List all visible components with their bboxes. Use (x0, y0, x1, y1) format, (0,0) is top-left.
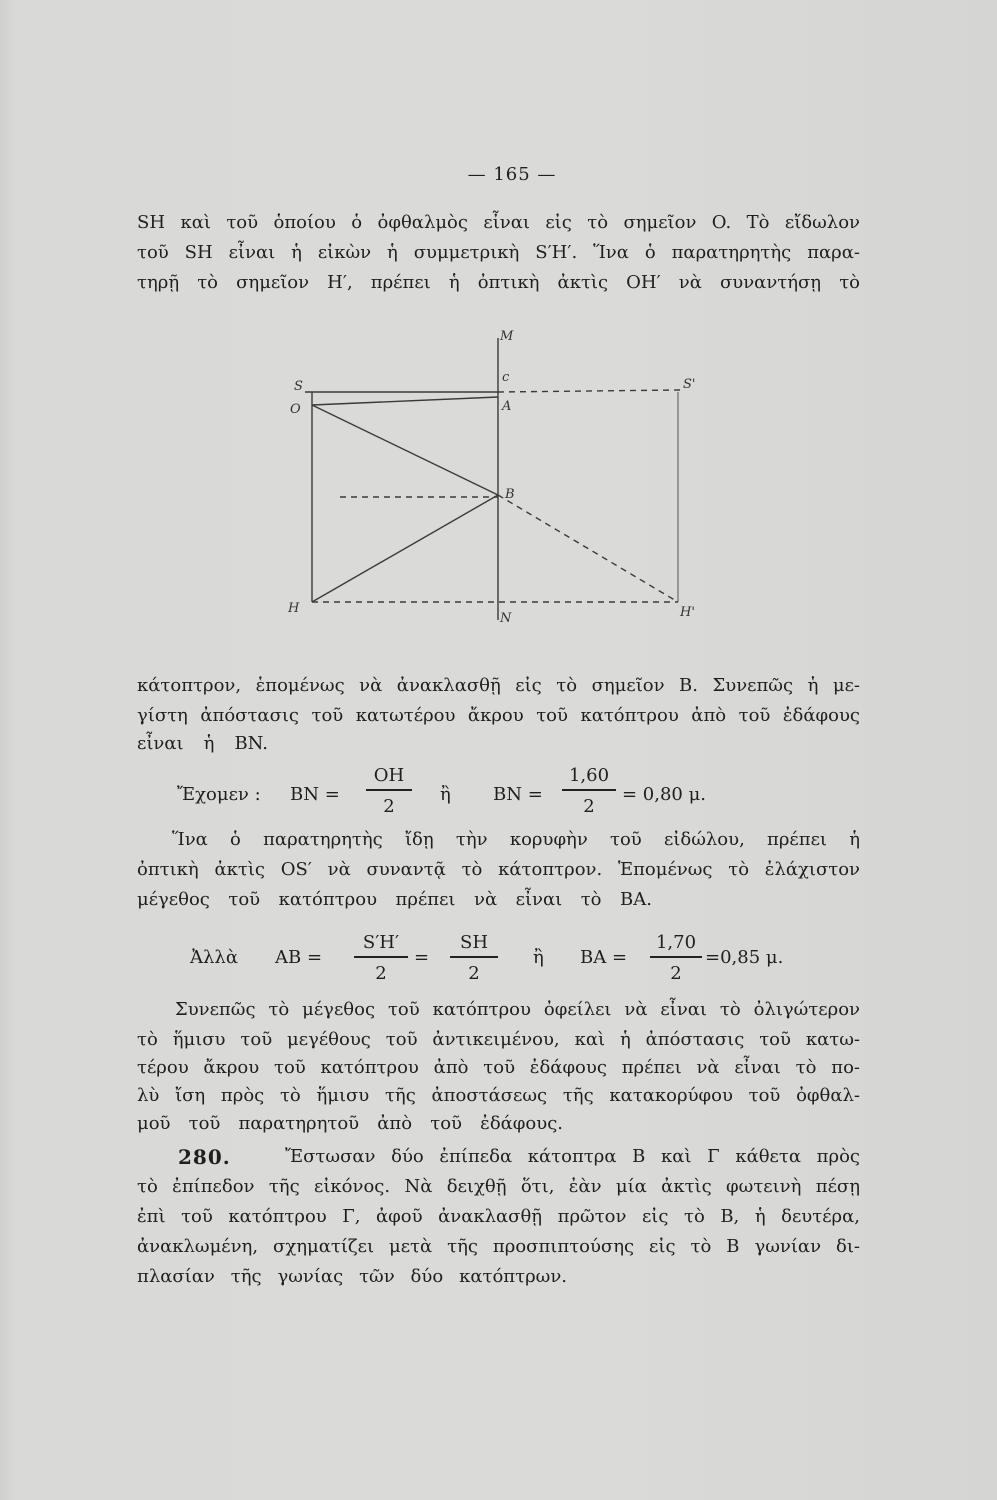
fraction-bar (450, 956, 498, 958)
p3-line-3: μέγεθος τοῦ κατόπτρου πρέπει νὰ εἶναι τὸ BA. (137, 889, 652, 910)
p4-line-3: τέρου ἄκρου τοῦ κατόπτρου ἀπὸ τοῦ ἐδάφους πρέπει νὰ εἶναι τὸ πο- (137, 1057, 860, 1078)
label-c: c (502, 370, 510, 385)
label-b: B (505, 487, 515, 502)
p2-line-2: γίστη ἀπόστασις τοῦ κατωτέρου ἄκρου τοῦ κατόπτρου ἀπὸ τοῦ ἐδάφους (137, 705, 860, 726)
eq2-lhs: AB = (275, 947, 323, 968)
p2-line-1: κάτοπτρον, ἑπομένως νὰ ἀνακλασθῇ εἰς τὸ σημεῖον B. Συνεπῶς ἡ με- (137, 675, 860, 696)
p4-line-1: Συνεπῶς τὸ μέγεθος τοῦ κατόπτρου ὀφείλει νὰ εἶναι τὸ ὀλιγώτερον (175, 999, 860, 1020)
p1-line-1: SH καὶ τοῦ ὁποίου ὁ ὀφθαλμὸς εἶναι εἰς τὸ σημεῖον O. Τὸ εἴδωλον (137, 212, 860, 233)
eq1-fraction-1 (366, 763, 412, 820)
label-s: S (294, 379, 303, 394)
label-h-prime: H' (680, 605, 695, 620)
label-n: N (500, 611, 512, 626)
label-m: M (500, 329, 514, 344)
fraction-numerator: 1,70 (655, 932, 697, 953)
p3-line-2: ὀπτικὴ ἀκτὶς OS′ νὰ συναντᾷ τὸ κάτοπτρον. Ἑπομένως τὸ ἐλάχιστον (137, 859, 860, 880)
top-line-dashed-to-s-prime (498, 390, 680, 392)
eq1-result: = 0,80 μ. (622, 784, 707, 805)
fraction-denominator: 2 (383, 795, 395, 817)
eq2-equals: = (414, 947, 430, 968)
p5-line-2: τὸ ἐπίπεδον τῆς εἰκόνος. Νὰ δειχθῇ ὅτι, ἐὰν μία ἀκτὶς φωτεινὴ πέσῃ (137, 1176, 860, 1197)
fraction-numerator: 1,60 (568, 765, 610, 786)
p5-line-1: Ἔστωσαν δύο ἐπίπεδα κάτοπτρα B καὶ Γ κάθετα πρὸς (285, 1146, 860, 1167)
ray-o-to-b (312, 405, 498, 495)
eq2-fraction-3 (650, 930, 702, 987)
label-o: O (290, 402, 301, 417)
eq2-or: ἢ (533, 947, 544, 968)
eq1-lhs: BN = (290, 784, 340, 805)
ray-h-to-b (312, 495, 498, 602)
fraction-numerator: SH (459, 932, 489, 953)
exercise-number: 280. (178, 1145, 231, 1169)
eq2-lead: Ἀλλὰ (190, 947, 238, 968)
ray-b-to-h-prime (498, 495, 678, 602)
p4-line-4: λὺ ἴση πρὸς τὸ ἥμισυ τῆς ἀποστάσεως τῆς κατακορύφου τοῦ ὀφθαλ- (137, 1085, 860, 1106)
label-h: H (288, 601, 300, 616)
eq2-result: =0,85 μ. (705, 947, 784, 968)
eq2-fraction-1 (354, 930, 408, 987)
p5-line-3: ἐπὶ τοῦ κατόπτρου Γ, ἀφοῦ ἀνακλασθῇ πρῶτον εἰς τὸ B, ἡ δευτέρα, (137, 1206, 860, 1227)
mirror-diagram (280, 320, 710, 630)
ray-o-to-a (312, 397, 498, 405)
fraction-bar (650, 956, 702, 958)
eq1-mid: BN = (493, 784, 543, 805)
label-a: A (502, 399, 512, 414)
fraction-denominator: 2 (375, 962, 387, 984)
p3-line-1: Ἵνα ὁ παρατηρητὴς ἴδῃ τὴν κορυφὴν τοῦ εἰδώλου, πρέπει ἡ (172, 829, 860, 850)
fraction-denominator: 2 (670, 962, 682, 984)
fraction-denominator: 2 (583, 795, 595, 817)
label-s-prime: S' (683, 377, 696, 392)
p5-line-4: ἀνακλωμένη, σχηματίζει μετὰ τῆς προσπιπτούσης εἰς τὸ B γωνίαν δι- (137, 1236, 860, 1257)
p2-line-3: εἶναι ἡ BN. (137, 733, 268, 754)
fraction-bar (366, 789, 412, 791)
p5-line-5: πλασίαν τῆς γωνίας τῶν δύο κατόπτρων. (137, 1266, 567, 1287)
eq2-mid: BA = (580, 947, 628, 968)
p4-line-5: μοῦ τοῦ παρατηρητοῦ ἀπὸ τοῦ ἐδάφους. (137, 1113, 563, 1134)
eq2-fraction-2 (450, 930, 498, 987)
eq1-lead: Ἔχομεν : (177, 784, 261, 805)
fraction-bar (354, 956, 408, 958)
eq1-fraction-2 (562, 763, 616, 820)
eq1-or: ἢ (440, 784, 451, 805)
p1-line-3: τηρῇ τὸ σημεῖον H′, πρέπει ἡ ὀπτικὴ ἀκτὶς OH′ νὰ συναντήσῃ τὸ (137, 272, 860, 293)
p4-line-2: τὸ ἥμισυ τοῦ μεγέθους τοῦ ἀντικειμένου, καὶ ἡ ἀπόστασις τοῦ κατω- (137, 1029, 860, 1050)
p1-line-2: τοῦ SH εἶναι ἡ εἰκὼν ἡ συμμετρικὴ S′H′. Ἵνα ὁ παρατηρητὴς παρα- (137, 242, 860, 263)
fraction-bar (562, 789, 616, 791)
fraction-denominator: 2 (468, 962, 480, 984)
page-number: — 165 — (467, 164, 557, 185)
fraction-numerator: S′H′ (362, 932, 400, 953)
fraction-numerator: OH (373, 765, 405, 786)
